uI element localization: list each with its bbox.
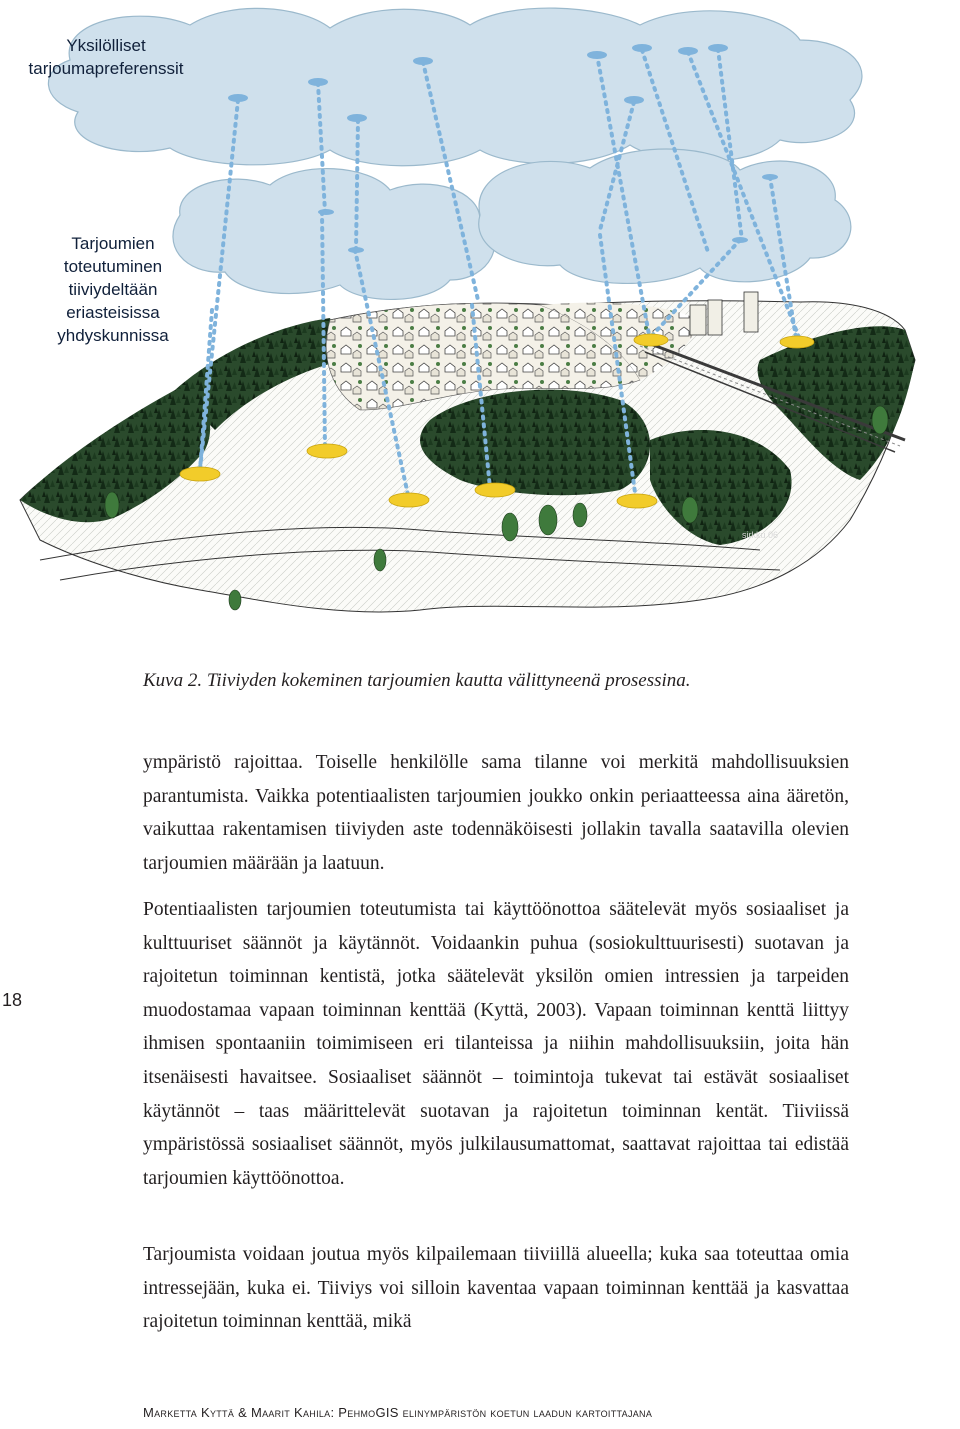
figure-label-preferences: Yksilölliset tarjoumapreferenssit bbox=[28, 36, 184, 78]
upper-cloud bbox=[48, 8, 862, 166]
lower-cloud-left bbox=[173, 169, 494, 300]
body-paragraph-3: Tarjoumista voidaan joutua myös kilpailemaan tiiviillä alueella; kuka saa toteuttaa omia intressejään, kuka ei. Tiiviys voi silloin kaventaa vapaan toiminnan kenttää ja kasvattaa rajoitetun toiminnan kenttää, mikä bbox=[143, 1244, 849, 1333]
running-footer: Marketta Kyttä & Maarit Kahila: PehmoGIS elinympäristön koetun laadun kartoittajana bbox=[143, 1405, 653, 1420]
body-paragraph-1: ympäristö rajoittaa. Toiselle henkilölle sama tilanne voi merkitä mahdollisuuksien parantumista. Vaikka potentiaalisten tarjoumien joukko onkin periaatteessa aina ääretön, vaikuttaa rakentamisen tiiviyden aste todennäköisesti jollakin tavalla saatavilla olevien tarjoumien määrään ja laatuun. bbox=[143, 752, 849, 874]
figure-caption bbox=[143, 670, 923, 692]
figure-label-realization: Tarjoumien toteutuminen tiiviydeltään eriasteisissa yhdyskunnissa bbox=[57, 234, 169, 345]
body-paragraph-2: Potentiaalisten tarjoumien toteutumista tai käyttöönottoa säätelevät myös sosiaaliset ja kulttuuriset säännöt ja käytännöt. Voidaankin puhua (sosiokulttuurisesti) suotavan ja rajoitetun toiminnan kentistä, jotka säätelevät yksilön omien intressien ja tarpeiden muodostamaa vapaan toiminnan kenttää (Kyttä, 2003). Vapaan toiminnan kenttä liittyy ihmisen spontaaniin toimimiseen eri tilanteissa ja niihin mahdollisuuksiin, joita hän itsenäisesti havaitsee. Sosiaaliset säännöt – toimintoja tukevat tai estävät sosiaaliset käytännöt – taas määrittelevät suotavan ja rajoitetun toiminnan kentät. Tiiviissä ympäristössä sosiaaliset säännöt, myös julkilausumattomat, saattavat rajoittaa tai edistää tarjoumien käyttöönottoa. bbox=[143, 899, 849, 1189]
caption-text: Tiiviyden kokeminen tarjoumien kautta välittyneenä prosessina. bbox=[206, 670, 691, 691]
lower-cloud-right bbox=[479, 149, 851, 283]
page-number: 18 bbox=[2, 990, 23, 1010]
caption-label: Kuva 2. bbox=[143, 670, 203, 691]
artist-signature: sirkku 06 bbox=[742, 530, 779, 540]
